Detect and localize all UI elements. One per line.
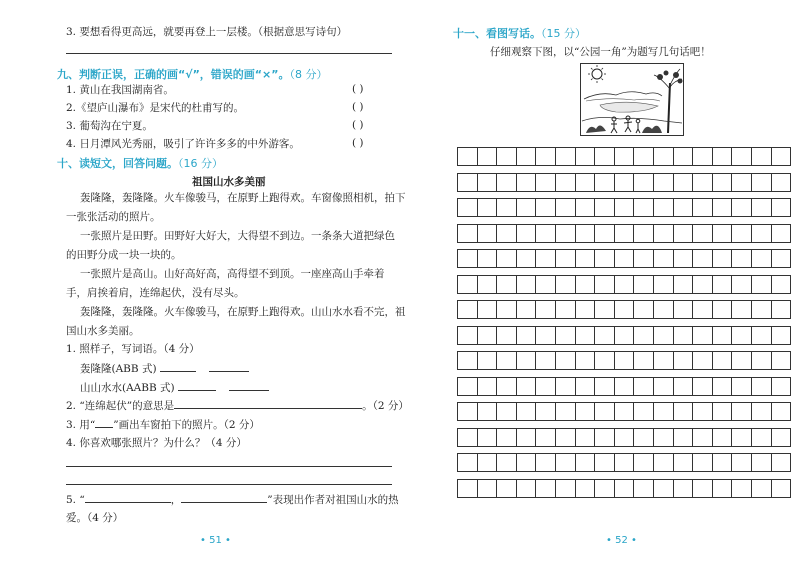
grid-cell[interactable] [693, 480, 713, 497]
grid-cell[interactable] [517, 250, 537, 267]
grid-cell[interactable] [497, 199, 517, 216]
grid-cell[interactable] [674, 378, 694, 395]
grid-cell[interactable] [752, 352, 772, 369]
grid-cell[interactable] [595, 174, 615, 191]
grid-row [457, 224, 791, 243]
grid-cell[interactable] [556, 174, 576, 191]
grid-cell[interactable] [576, 403, 596, 420]
grid-cell[interactable] [536, 480, 556, 497]
passage-line: 国山水多美丽。 [66, 325, 140, 337]
question-1: 1. 照样子，写词语。（4 分） [66, 343, 200, 355]
grid-cell[interactable] [713, 454, 733, 471]
grid-cell[interactable] [615, 301, 635, 318]
grid-cell[interactable] [674, 352, 694, 369]
grid-cell[interactable] [517, 199, 537, 216]
passage-title: 祖国山水多美丽 [192, 176, 266, 188]
grid-cell[interactable] [615, 327, 635, 344]
grid-cell[interactable] [458, 480, 478, 497]
grid-cell[interactable] [576, 301, 596, 318]
grid-cell[interactable] [772, 250, 791, 267]
grid-cell[interactable] [458, 301, 478, 318]
grid-cell[interactable] [634, 301, 654, 318]
grid-cell[interactable] [517, 327, 537, 344]
grid-cell[interactable] [497, 378, 517, 395]
grid-cell[interactable] [732, 454, 752, 471]
q5-answer-1[interactable] [85, 492, 171, 503]
grid-cell[interactable] [654, 301, 674, 318]
grid-cell[interactable] [595, 378, 615, 395]
grid-cell[interactable] [576, 454, 596, 471]
grid-cell[interactable] [576, 225, 596, 242]
grid-cell[interactable] [732, 148, 752, 165]
grid-cell[interactable] [752, 250, 772, 267]
grid-cell[interactable] [478, 429, 498, 446]
grid-cell[interactable] [576, 429, 596, 446]
meaning-answer-line[interactable] [174, 398, 362, 409]
abb-answer-1[interactable] [160, 361, 196, 372]
grid-cell[interactable] [732, 403, 752, 420]
grid-cell[interactable] [517, 301, 537, 318]
grid-cell[interactable] [772, 378, 791, 395]
park-scene-image [580, 63, 684, 136]
passage-line: 一张照片是高山。山好高好高，高得望不到顶。一座座高山手牵着 [80, 268, 385, 280]
grid-cell[interactable] [752, 148, 772, 165]
judgement-answer-4[interactable]: ( ) [352, 137, 364, 149]
question-5-cont: 爱。（4 分） [66, 512, 124, 524]
grid-cell[interactable] [478, 480, 498, 497]
grid-cell[interactable] [634, 148, 654, 165]
grid-cell[interactable] [713, 199, 733, 216]
grid-cell[interactable] [654, 403, 674, 420]
grid-cell[interactable] [772, 352, 791, 369]
grid-row [457, 402, 791, 421]
grid-cell[interactable] [772, 480, 791, 497]
grid-cell[interactable] [536, 403, 556, 420]
grid-cell[interactable] [497, 276, 517, 293]
page-number-right: • 52 • [606, 535, 637, 546]
grid-cell[interactable] [576, 199, 596, 216]
grid-cell[interactable] [732, 352, 752, 369]
q5-answer-2[interactable] [181, 492, 267, 503]
grid-cell[interactable] [772, 148, 791, 165]
grid-cell[interactable] [752, 225, 772, 242]
grid-cell[interactable] [595, 250, 615, 267]
grid-cell[interactable] [752, 174, 772, 191]
question-4: 4. 你喜欢哪张照片？为什么？（4 分） [66, 437, 247, 449]
grid-cell[interactable] [595, 225, 615, 242]
grid-cell[interactable] [536, 225, 556, 242]
grid-cell[interactable] [713, 276, 733, 293]
judgement-answer-3[interactable]: ( ) [352, 119, 364, 131]
grid-cell[interactable] [478, 199, 498, 216]
grid-cell[interactable] [654, 480, 674, 497]
passage-line: 的田野分成一块一块的。 [66, 249, 182, 261]
grid-cell[interactable] [595, 454, 615, 471]
grid-cell[interactable] [458, 378, 478, 395]
grid-cell[interactable] [732, 429, 752, 446]
grid-cell[interactable] [693, 454, 713, 471]
grid-cell[interactable] [595, 403, 615, 420]
grid-cell[interactable] [517, 148, 537, 165]
grid-cell[interactable] [732, 250, 752, 267]
abb-answer-2[interactable] [209, 361, 249, 372]
grid-cell[interactable] [536, 327, 556, 344]
grid-cell[interactable] [595, 301, 615, 318]
grid-cell[interactable] [732, 480, 752, 497]
abb-example: 轰隆隆(ABB 式) [80, 361, 249, 376]
grid-cell[interactable] [517, 378, 537, 395]
passage-line: 手，肩挨着肩，连绵起伏，没有尽头。 [66, 287, 245, 299]
section-11-heading: 十一、看图写话。（15 分） [453, 27, 586, 40]
grid-cell[interactable] [654, 352, 674, 369]
grid-cell[interactable] [517, 403, 537, 420]
grid-cell[interactable] [517, 174, 537, 191]
grid-row [457, 275, 791, 294]
grid-cell[interactable] [536, 429, 556, 446]
grid-cell[interactable] [615, 480, 635, 497]
grid-cell[interactable] [615, 250, 635, 267]
grid-cell[interactable] [595, 429, 615, 446]
grid-cell[interactable] [556, 403, 576, 420]
grid-cell[interactable] [458, 327, 478, 344]
judgement-answer-1[interactable]: ( ) [352, 83, 364, 95]
grid-cell[interactable] [497, 480, 517, 497]
grid-cell[interactable] [713, 429, 733, 446]
grid-cell[interactable] [772, 327, 791, 344]
grid-cell[interactable] [536, 454, 556, 471]
aabb-answer-1[interactable] [178, 380, 216, 391]
grid-cell[interactable] [556, 225, 576, 242]
grid-cell[interactable] [654, 327, 674, 344]
grid-cell[interactable] [497, 403, 517, 420]
page-number-left: • 51 • [200, 535, 231, 546]
grid-cell[interactable] [615, 378, 635, 395]
grid-cell[interactable] [615, 276, 635, 293]
aabb-example: 山山水水(AABB 式) [80, 380, 269, 395]
section-10-heading: 十、读短文，回答问题。（16 分） [57, 157, 223, 170]
grid-cell[interactable] [654, 225, 674, 242]
grid-cell[interactable] [517, 429, 537, 446]
section-9-heading: 九、判断正误，正确的画“√”，错误的画“×”。（8 分） [57, 68, 328, 81]
grid-cell[interactable] [517, 454, 537, 471]
grid-cell[interactable] [752, 454, 772, 471]
grid-cell[interactable] [517, 352, 537, 369]
grid-cell[interactable] [556, 276, 576, 293]
grid-cell[interactable] [732, 301, 752, 318]
grid-cell[interactable] [713, 403, 733, 420]
writing-grid[interactable] [457, 147, 791, 499]
passage-line: 轰隆隆，轰隆隆。火车像骏马，在原野上跑得欢。山山水水看不完，祖 [80, 306, 406, 318]
grid-cell[interactable] [713, 352, 733, 369]
grid-row [457, 249, 791, 268]
grid-cell[interactable] [634, 378, 654, 395]
judgement-item-4: 4. 日月潭风光秀丽，吸引了许许多多的中外游客。 [66, 138, 300, 150]
grid-cell[interactable] [458, 352, 478, 369]
grid-cell[interactable] [654, 378, 674, 395]
grid-cell[interactable] [478, 352, 498, 369]
grid-cell[interactable] [497, 352, 517, 369]
grid-cell[interactable] [458, 250, 478, 267]
grid-cell[interactable] [556, 429, 576, 446]
grid-cell[interactable] [732, 199, 752, 216]
grid-cell[interactable] [713, 327, 733, 344]
grid-cell[interactable] [556, 454, 576, 471]
grid-row [457, 173, 791, 192]
grid-cell[interactable] [634, 174, 654, 191]
grid-cell[interactable] [674, 225, 694, 242]
grid-cell[interactable] [713, 378, 733, 395]
question-5: 5. “ ， ”表现出作者对祖国山水的热 [66, 494, 399, 506]
grid-cell[interactable] [693, 403, 713, 420]
park-illustration [580, 63, 684, 136]
question-3: 3. 用“ ”画出车窗拍下的照片。（2 分） [66, 419, 260, 431]
grid-cell[interactable] [536, 148, 556, 165]
grid-cell[interactable] [752, 480, 772, 497]
grid-cell[interactable] [478, 403, 498, 420]
grid-cell[interactable] [576, 480, 596, 497]
grid-cell[interactable] [478, 174, 498, 191]
grid-cell[interactable] [674, 480, 694, 497]
grid-row [457, 479, 791, 498]
grid-cell[interactable] [772, 174, 791, 191]
grid-cell[interactable] [517, 225, 537, 242]
grid-cell[interactable] [674, 199, 694, 216]
grid-cell[interactable] [732, 225, 752, 242]
grid-cell[interactable] [654, 429, 674, 446]
grid-cell[interactable] [634, 454, 654, 471]
answer-line[interactable] [66, 484, 392, 485]
grid-cell[interactable] [713, 225, 733, 242]
grid-cell[interactable] [732, 174, 752, 191]
grid-cell[interactable] [732, 327, 752, 344]
grid-cell[interactable] [556, 480, 576, 497]
grid-cell[interactable] [693, 199, 713, 216]
grid-cell[interactable] [497, 429, 517, 446]
grid-cell[interactable] [634, 327, 654, 344]
q3-poem-question: 3. 要想看得更高远，就要再登上一层楼。（根据意思写诗句） [66, 26, 348, 38]
answer-line[interactable] [66, 466, 392, 467]
grid-cell[interactable] [517, 480, 537, 497]
grid-cell[interactable] [752, 327, 772, 344]
grid-cell[interactable] [615, 454, 635, 471]
grid-cell[interactable] [752, 276, 772, 293]
grid-cell[interactable] [478, 301, 498, 318]
aabb-answer-2[interactable] [229, 380, 269, 391]
grid-cell[interactable] [458, 276, 478, 293]
judgement-item-3: 3. 葡萄沟在宁夏。 [66, 120, 153, 132]
grid-cell[interactable] [654, 250, 674, 267]
grid-cell[interactable] [634, 250, 654, 267]
grid-cell[interactable] [497, 327, 517, 344]
grid-cell[interactable] [576, 250, 596, 267]
grid-row [457, 326, 791, 345]
passage-line: 一张照片是田野。田野好大好大，大得望不到边。一条条大道把绿色 [80, 230, 395, 242]
grid-cell[interactable] [615, 225, 635, 242]
grid-cell[interactable] [752, 403, 772, 420]
grid-row [457, 377, 791, 396]
grid-cell[interactable] [674, 250, 694, 267]
grid-cell[interactable] [595, 352, 615, 369]
grid-cell[interactable] [536, 301, 556, 318]
grid-cell[interactable] [536, 378, 556, 395]
grid-cell[interactable] [674, 429, 694, 446]
answer-line[interactable] [66, 53, 392, 54]
grid-cell[interactable] [654, 148, 674, 165]
grid-cell[interactable] [674, 327, 694, 344]
grid-cell[interactable] [497, 225, 517, 242]
judgement-item-2: 2.《望庐山瀑布》是宋代的杜甫写的。 [66, 102, 245, 114]
grid-cell[interactable] [497, 174, 517, 191]
grid-cell[interactable] [713, 250, 733, 267]
grid-cell[interactable] [654, 174, 674, 191]
grid-cell[interactable] [732, 378, 752, 395]
grid-cell[interactable] [576, 327, 596, 344]
grid-cell[interactable] [713, 301, 733, 318]
grid-cell[interactable] [478, 378, 498, 395]
grid-cell[interactable] [478, 148, 498, 165]
grid-cell[interactable] [693, 276, 713, 293]
grid-cell[interactable] [497, 250, 517, 267]
grid-cell[interactable] [458, 454, 478, 471]
grid-cell[interactable] [517, 276, 537, 293]
grid-cell[interactable] [556, 378, 576, 395]
grid-cell[interactable] [693, 429, 713, 446]
grid-cell[interactable] [693, 352, 713, 369]
grid-cell[interactable] [595, 148, 615, 165]
grid-cell[interactable] [478, 276, 498, 293]
grid-cell[interactable] [772, 429, 791, 446]
grid-cell[interactable] [478, 250, 498, 267]
grid-cell[interactable] [615, 352, 635, 369]
grid-cell[interactable] [693, 148, 713, 165]
grid-cell[interactable] [478, 454, 498, 471]
grid-cell[interactable] [458, 199, 478, 216]
grid-cell[interactable] [693, 225, 713, 242]
grid-cell[interactable] [674, 276, 694, 293]
grid-cell[interactable] [595, 480, 615, 497]
grid-cell[interactable] [458, 148, 478, 165]
grid-cell[interactable] [595, 199, 615, 216]
grid-row [457, 351, 791, 370]
grid-cell[interactable] [693, 301, 713, 318]
grid-cell[interactable] [772, 225, 791, 242]
grid-cell[interactable] [615, 199, 635, 216]
grid-cell[interactable] [752, 199, 772, 216]
writing-instruction: 仔细观察下图，以“公园一角”为题写几句话吧！ [490, 46, 711, 58]
grid-cell[interactable] [674, 148, 694, 165]
grid-cell[interactable] [556, 352, 576, 369]
grid-cell[interactable] [752, 378, 772, 395]
grid-cell[interactable] [536, 174, 556, 191]
grid-cell[interactable] [536, 250, 556, 267]
grid-cell[interactable] [772, 301, 791, 318]
grid-cell[interactable] [713, 148, 733, 165]
grid-cell[interactable] [772, 454, 791, 471]
grid-cell[interactable] [634, 480, 654, 497]
grid-cell[interactable] [693, 327, 713, 344]
grid-cell[interactable] [556, 199, 576, 216]
question-2: 2. “连绵起伏”的意思是 。（2 分） [66, 400, 409, 412]
grid-cell[interactable] [536, 199, 556, 216]
grid-cell[interactable] [576, 352, 596, 369]
grid-cell[interactable] [576, 276, 596, 293]
grid-cell[interactable] [536, 276, 556, 293]
grid-cell[interactable] [713, 174, 733, 191]
grid-cell[interactable] [674, 403, 694, 420]
grid-cell[interactable] [458, 174, 478, 191]
grid-row [457, 428, 791, 447]
grid-cell[interactable] [693, 174, 713, 191]
grid-cell[interactable] [693, 378, 713, 395]
grid-cell[interactable] [556, 327, 576, 344]
grid-cell[interactable] [478, 225, 498, 242]
grid-cell[interactable] [634, 276, 654, 293]
grid-cell[interactable] [497, 301, 517, 318]
grid-cell[interactable] [752, 429, 772, 446]
grid-row [457, 147, 791, 166]
grid-cell[interactable] [556, 148, 576, 165]
grid-cell[interactable] [497, 148, 517, 165]
grid-cell[interactable] [458, 429, 478, 446]
grid-cell[interactable] [674, 174, 694, 191]
judgement-item-1: 1. 黄山在我国湖南省。 [66, 84, 174, 96]
grid-cell[interactable] [595, 327, 615, 344]
grid-cell[interactable] [772, 403, 791, 420]
underline-sample [95, 417, 113, 428]
grid-cell[interactable] [713, 480, 733, 497]
grid-cell[interactable] [556, 301, 576, 318]
grid-cell[interactable] [478, 327, 498, 344]
grid-cell[interactable] [615, 429, 635, 446]
judgement-answer-2[interactable]: ( ) [352, 101, 364, 113]
grid-row [457, 198, 791, 217]
grid-cell[interactable] [654, 276, 674, 293]
grid-cell[interactable] [615, 148, 635, 165]
grid-cell[interactable] [732, 276, 752, 293]
grid-cell[interactable] [654, 454, 674, 471]
grid-cell[interactable] [458, 225, 478, 242]
grid-cell[interactable] [458, 403, 478, 420]
grid-cell[interactable] [674, 454, 694, 471]
grid-cell[interactable] [654, 199, 674, 216]
passage-line: 一张张活动的照片。 [66, 211, 161, 223]
passage-line: 轰隆隆，轰隆隆。火车像骏马，在原野上跑得欢。车窗像照相机，拍下 [80, 192, 406, 204]
grid-cell[interactable] [536, 352, 556, 369]
grid-cell[interactable] [772, 199, 791, 216]
grid-cell[interactable] [693, 250, 713, 267]
grid-cell[interactable] [634, 429, 654, 446]
grid-cell[interactable] [497, 454, 517, 471]
grid-row [457, 300, 791, 319]
grid-cell[interactable] [634, 403, 654, 420]
grid-cell[interactable] [615, 174, 635, 191]
grid-cell[interactable] [576, 174, 596, 191]
grid-cell[interactable] [556, 250, 576, 267]
grid-row [457, 453, 791, 472]
grid-cell[interactable] [634, 199, 654, 216]
grid-cell[interactable] [615, 403, 635, 420]
grid-cell[interactable] [752, 301, 772, 318]
grid-cell[interactable] [772, 276, 791, 293]
grid-cell[interactable] [674, 301, 694, 318]
grid-cell[interactable] [576, 378, 596, 395]
grid-cell[interactable] [595, 276, 615, 293]
grid-cell[interactable] [634, 225, 654, 242]
grid-cell[interactable] [634, 352, 654, 369]
grid-cell[interactable] [576, 148, 596, 165]
